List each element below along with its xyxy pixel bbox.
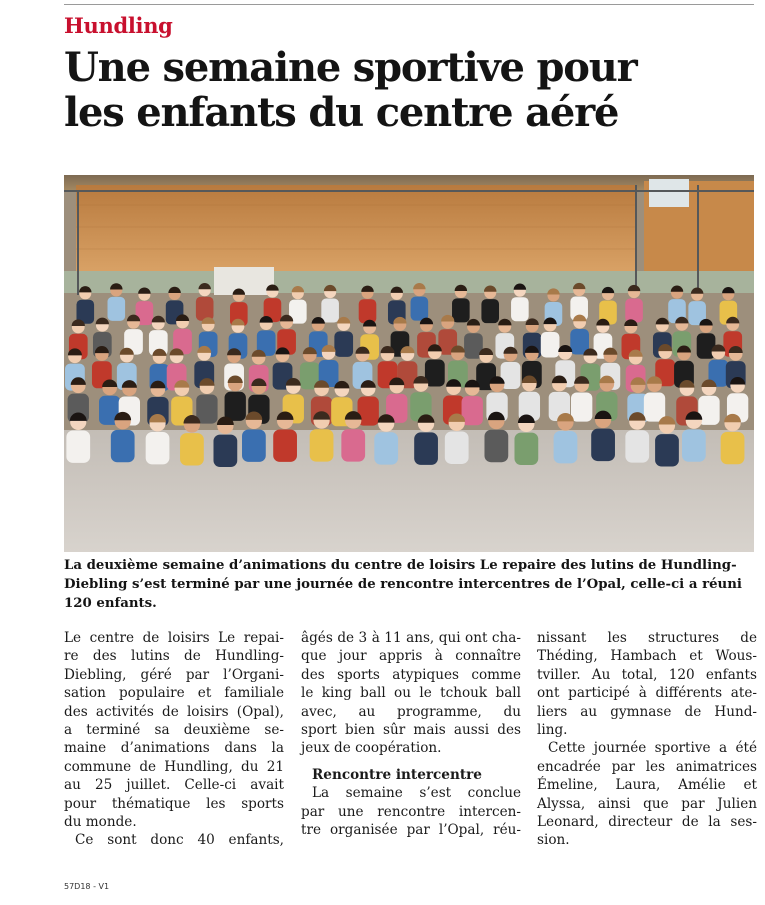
body-line: au 25 juillet. Celle-ci avait <box>64 777 284 794</box>
column-3 <box>537 629 757 850</box>
body-line: ont participé à différents ate- <box>537 685 757 702</box>
subheading: Rencontre intercentre <box>312 766 482 783</box>
page-code: 57D18 - V1 <box>64 882 110 891</box>
body-line: sport bien sûr mais aussi des <box>301 722 521 739</box>
body-line: âgés de 3 à 11 ans, qui ont cha- <box>301 630 521 646</box>
body-line: liers au gymnase de Hund- <box>537 703 757 720</box>
body-line: sion. <box>537 832 570 849</box>
body-line: du monde. <box>64 814 137 831</box>
body-line: La semaine s’est conclue <box>312 785 521 802</box>
headline-line-1: Une semaine sportive pour <box>64 44 637 91</box>
body-line: Diebling, géré par l’Organi- <box>64 666 284 683</box>
body-line: re des lutins de Hundling- <box>64 648 284 665</box>
body-line: jeux de coopération. <box>301 740 442 757</box>
body-line: Théding, Hambach et Wous- <box>537 648 757 665</box>
caption-line-2: Diebling s’est terminé par une journée de rencontre intercentres de l’Opal, celle-ci a réuni <box>64 577 742 592</box>
caption-line-1: La deuxième semaine d’animations du centre de loisirs Le repaire des lutins de Hundling- <box>64 558 737 573</box>
body-line: sation populaire et familiale <box>64 685 284 702</box>
body-line: le king ball ou le tchouk ball <box>301 685 521 702</box>
body-line: tviller. Au total, 120 enfants <box>537 666 757 683</box>
column-1 <box>64 629 284 850</box>
body-line: ling. <box>537 722 568 739</box>
body-line: Leonard, directeur de la ses- <box>537 814 757 831</box>
top-rule <box>64 4 754 5</box>
body-line: Alyssa, ainsi que par Julien <box>537 795 757 812</box>
body-line: a terminé sa deuxième se- <box>64 722 284 739</box>
headline-line-2: les enfants du centre aéré <box>64 89 619 136</box>
body-line: Cette journée sportive a été <box>548 740 757 757</box>
body-line: des sports atypiques comme <box>301 666 521 683</box>
body-line: maine d’animations dans la <box>64 740 284 757</box>
body-line: pour thématique les sports <box>64 795 284 812</box>
body-line: Ce sont donc 40 enfants, <box>75 832 284 849</box>
column-2 <box>301 629 521 839</box>
headline <box>64 45 754 135</box>
body-line: commune de Hundling, du 21 <box>64 758 284 775</box>
body-line: nissant les structures de <box>537 630 757 646</box>
body-line: par une rencontre intercen- <box>301 803 521 820</box>
body-line: Le centre de loisirs Le repai- <box>64 630 284 646</box>
body-line: Émeline, Laura, Amélie et <box>537 777 757 794</box>
body-line: que jour appris à connaître <box>301 648 521 665</box>
body-line: des activités de loisirs (Opal), <box>64 703 284 720</box>
body-line: tre organisée par l’Opal, réu- <box>301 822 521 839</box>
photo-caption <box>64 556 756 613</box>
body-line: encadrée par les animatrices <box>537 758 757 775</box>
caption-line-3: 120 enfants. <box>64 596 157 611</box>
body-line: avec, au programme, du <box>301 703 521 720</box>
group-photo <box>64 175 754 552</box>
rubric-label: Hundling <box>64 13 173 38</box>
